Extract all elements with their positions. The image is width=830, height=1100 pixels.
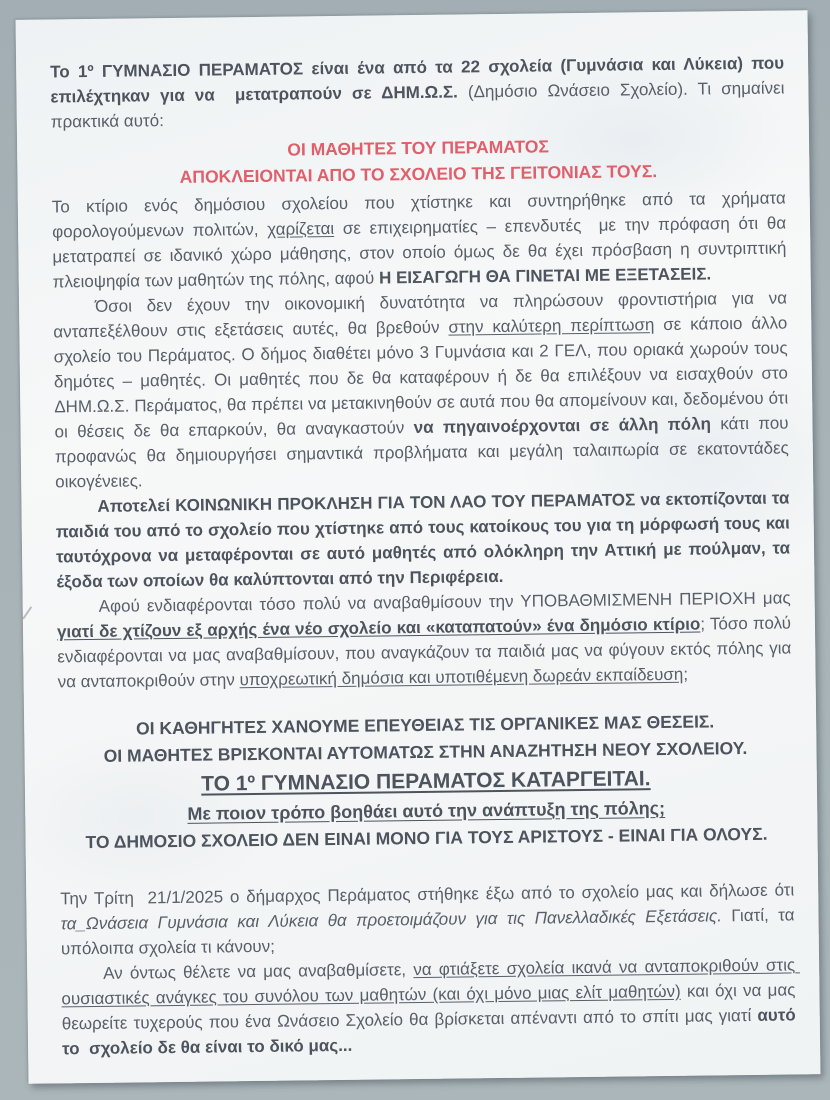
upgrade-underline-run: υποχρεωτική δημόσια και υποτιθέμενη δωρεάν εκπαίδευση — [239, 664, 684, 690]
building-run-0: Το κτίριο ενός δημόσιου σχολείου που χτίστηκε και συντηρήθηκε από τα χρήματα φορολογούμενων πολιτών, — [51, 188, 791, 242]
slogan-line-students: ΟΙ ΜΑΘΗΤΕΣ ΒΡΙΣΚΟΝΤΑΙ ΑΥΤΟΜΑΤΩΣ ΣΤΗΝ ΑΝΑΖΗΤΗΣΗ ΝΕΟΥ ΣΧΟΛΕΙΟΥ. — [103, 737, 748, 766]
intro-regular-run: (Δημόσιο Ωνάσειο Σχολείο). Τι σημαίνει πρακτικά αυτό: — [50, 78, 790, 132]
exams-run-4: κάτι που προφανώς θα δημιουργήσει σημαντικά προβλήματα και μεγάλη ταλαιπωρία σε εκατοντάδες οικογένειες. — [54, 413, 794, 492]
exams-bold-run: να πηγαινοέρχονται σε άλλη πόλη — [413, 414, 712, 438]
red-headline-line2: ΑΠΟΚΛΕΙΟΝΤΑΙ ΑΠΟ ΤΟ ΣΧΟΛΕΙΟ ΤΗΣ ΓΕΙΤΟΝΙΑΣ ΤΟΥΣ. — [179, 161, 658, 187]
upgrade-bold-underline-run: γιατί δε χτίζουν εξ αρχής ένα νέο σχολείο και «καταπατούν» ένα δημόσιο κτίριο — [56, 614, 701, 642]
mayor-run-2: Γιατί, τα υπόλοιπα σχολεία τι κάνουν; — [60, 905, 800, 959]
social-provocation-paragraph — [55, 485, 795, 594]
intro-bold-run: Το 1º ΓΥΜΝΑΣΙΟ ΠΕΡΑΜΑΤΟΣ είναι ένα από τα 22 σχολεία (Γυμνάσια και Λύκεια) που επιλέχτηκαν για να μετατραπούν σε ΔΗΜ.Ω.Σ. — [50, 53, 789, 107]
closing-bold-run: αυτό το σχολείο δε θα είναι το δικό μας... — [61, 1005, 801, 1059]
document-content — [16, 10, 821, 1062]
exams-paragraph — [53, 285, 794, 494]
exams-underline-run: στην καλύτερη περίπτωση — [448, 315, 655, 337]
slogan-line-abolished: ΤΟ 1º ΓΥΜΝΑΣΙΟ ΠΕΡΑΜΑΤΟΣ ΚΑΤΑΡΓΕΙΤΑΙ. — [201, 767, 651, 796]
upgrade-run-2: ; Τόσο πολύ ενδιαφέρονται να μας αναβαθμίσουν, που αναγκάζουν τα παιδιά μας να φύγουν εκτός πόλης για να ανταποκριθούν στην — [57, 613, 797, 692]
social-provocation-run: Αποτελεί ΚΟΙΝΩΝΙΚΗ ΠΡΟΚΛΗΣΗ ΓΙΑ ΤΟΝ ΛΑΟ ΤΟΥ ΠΕΡΑΜΑΤΟΣ να εκτοπίζονται τα παιδιά του από το σχολείο που χτίστηκε από τους κατοίκους του για τη μόρφωσή τους και ταυτόχρονα να μεταφέρονται σε αυτό μαθητές από ολόκληρη την Αττική με πούλμαν, τα έξοδα των οποίων θα καλύπτονται από την Περιφέρεια. — [55, 488, 795, 592]
closing-run-0: Αν όντως θέλετε να μας αναβαθμίσετε, — [103, 960, 414, 983]
closing-underline-run: να φτιάξετε σχολεία ικανά να ανταποκριθούν στις ουσιαστικές ανάγκες του συνόλου των μαθητών (και όχι μόνο μιας ελίτ μαθητών) — [61, 955, 800, 1009]
upgrade-run-4: ; — [683, 664, 689, 684]
center-slogan-block — [58, 707, 794, 856]
mayor-run-0: Την Τρίτη 21/1/2025 ο δήμαρχος Περάματος στήθηκε έξω από το σχολείο μας και δήλωσε ότι — [60, 880, 800, 909]
upgrade-run-0: Αφού ενδιαφέρονται τόσο πολύ να αναβαθμίσουν την ΥΠΟΒΑΘΜΙΣΜΕΝΗ ΠΕΡΙΟΧΗ μας — [98, 588, 796, 616]
closing-run-2: και όχι να μας θεωρείτε τυχερούς που ένα Ωνάσειο Σχολείο θα βρίσκεται απέναντι από το σπίτι μας γιατί — [61, 980, 801, 1034]
building-run-2: σε επιχειρηματίες – επενδυτές με την πρόφαση ότι θα μετατραπεί σε ιδανικό χώρο μάθησης, στον οποίο όμως δε θα έχει πρόσβαση η συντριπτική πλειοψηφία των μαθητών της πόλης, αφού — [52, 213, 792, 292]
red-headline — [51, 130, 786, 191]
exams-run-0: Όσοι δεν έχουν την οικονομική δυνατότητα να πληρώσουν φροντιστήρια για να ανταπεξέλθουν στις εξετάσεις αυτές, θα βρεθούν — [53, 288, 792, 342]
slogan-line-question: Με ποιον τρόπο βοηθάει αυτό την ανάπτυξη της πόλης; — [187, 798, 666, 824]
intro-paragraph — [50, 50, 790, 134]
exams-run-2: σε κάποιο άλλο σχολείο του Περάματος. Ο δήμος διαθέτει μόνο 3 Γυμνάσια και 2 ΓΕΛ, που οριακά χωρούν τους δημότες – μαθητές. Οι μαθητές που δε θα καταφέρουν ή δε θα επιλέξουν να εισαχθούν στο ΔΗΜ.Ω.Σ. Περάματος, θα πρέπει να μετακινηθούν σε αυτά που θα απομείνουν και, δεδομένου ότι οι θέσεις δε θα επαρκούν, θα αναγκαστούν — [53, 313, 794, 442]
slogan-line-teachers: ΟΙ ΚΑΘΗΓΗΤΕΣ ΧΑΝΟΥΜΕ ΕΠΕΥΘΕΙΑΣ ΤΙΣ ΟΡΓΑΝΙΚΕΣ ΜΑΣ ΘΕΣΕΙΣ. — [135, 711, 715, 739]
building-underline-run: χαρίζεται — [267, 219, 335, 239]
mayor-italic-run: τα_Ωνάσεια Γυμνάσια και Λύκεια θα προετοιμάζουν για τις Πανελλαδικές Εξετάσεις. — [60, 906, 723, 934]
document-page — [16, 10, 821, 1084]
slogan-line-public-school: ΤΟ ΔΗΜΟΣΙΟ ΣΧΟΛΕΙΟ ΔΕΝ ΕΙΝΑΙ ΜΟΝΟ ΓΙΑ ΤΟΥΣ ΑΡΙΣΤΟΥΣ - ΕΙΝΑΙ ΓΙΑ ΟΛΟΥΣ. — [85, 823, 768, 853]
building-bold-run: Η ΕΙΣΑΓΩΓΗ ΘΑ ΓΙΝΕΤΑΙ ΜΕ ΕΞΕΤΑΣΕΙΣ. — [378, 264, 712, 288]
mayor-paragraph — [60, 877, 800, 961]
closing-paragraph — [61, 952, 801, 1061]
building-paragraph — [51, 185, 792, 294]
upgrade-paragraph — [56, 585, 797, 694]
red-headline-line1: ΟΙ ΜΑΘΗΤΕΣ ΤΟΥ ΠΕΡΑΜΑΤΟΣ — [287, 136, 550, 160]
